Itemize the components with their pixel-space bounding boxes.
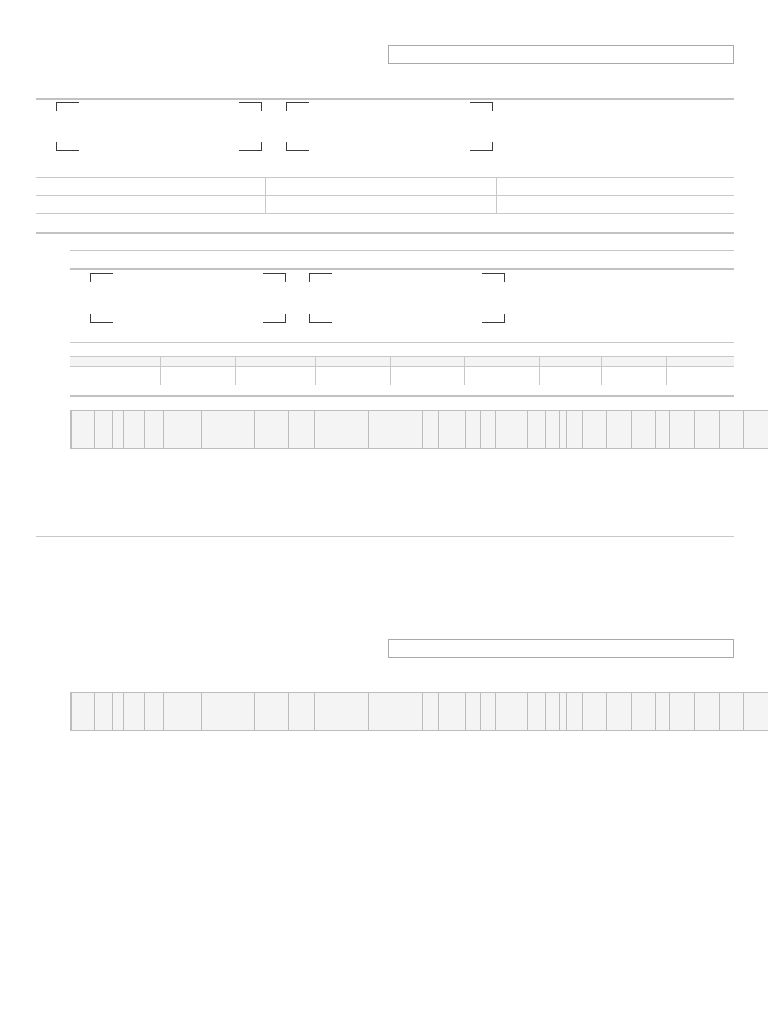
strip-cell [496, 693, 528, 731]
strip-cell [546, 411, 560, 449]
table-cell [390, 367, 464, 386]
strip-cell [466, 693, 481, 731]
corner-mark [482, 314, 505, 323]
strip-cell [720, 693, 744, 731]
table-cell [36, 178, 265, 196]
top-input-box[interactable] [388, 45, 734, 64]
table-row [36, 178, 734, 196]
strip-cell [466, 411, 481, 449]
corner-mark [263, 314, 286, 323]
strip-cell [95, 693, 113, 731]
strip-cell [632, 411, 656, 449]
table-cell [70, 367, 160, 386]
table-cell [601, 367, 666, 386]
strip-cell [656, 693, 670, 731]
table-header-row [70, 357, 734, 367]
strip-cell [560, 411, 567, 449]
corner-mark [56, 102, 79, 111]
strip-cell [695, 411, 720, 449]
corner-mark [309, 273, 332, 282]
strip-cell [255, 693, 289, 731]
strip-cell [439, 411, 466, 449]
section-end-divider [36, 536, 734, 537]
column-header [315, 357, 390, 367]
strip-cell [546, 693, 560, 731]
strip-cell [439, 693, 466, 731]
strip-cell [289, 693, 315, 731]
bracket-field-right[interactable] [309, 273, 505, 323]
strip-cell [145, 411, 164, 449]
column-header [539, 357, 601, 367]
column-header [601, 357, 666, 367]
strip-cell [567, 411, 583, 449]
corner-mark [309, 314, 332, 323]
table-cell [160, 367, 235, 386]
strip-cell [71, 411, 95, 449]
table-cell [36, 196, 265, 214]
strip-cell [164, 693, 202, 731]
strip-cell [567, 693, 583, 731]
table-cell [666, 367, 734, 386]
table-cell [496, 196, 734, 214]
strip-cell [202, 411, 255, 449]
corner-mark [56, 142, 79, 151]
strip-cell [528, 693, 546, 731]
strip-cell [670, 693, 695, 731]
strip-cell [632, 693, 656, 731]
columns-table [70, 356, 734, 385]
table-cell [315, 367, 390, 386]
table-cell [496, 178, 734, 196]
corner-mark [482, 273, 505, 282]
table-cell [265, 196, 496, 214]
strip-cell [113, 411, 124, 449]
corner-mark [90, 273, 113, 282]
strip-cell [744, 693, 768, 731]
sub-divider [70, 250, 734, 251]
corner-mark [286, 102, 309, 111]
strip-cell [145, 693, 164, 731]
strip-cell [315, 411, 369, 449]
table-row [71, 411, 768, 449]
corner-mark [239, 142, 262, 151]
sub-divider [70, 342, 734, 343]
sub-section-divider [70, 268, 734, 270]
column-header [160, 357, 235, 367]
column-header [464, 357, 539, 367]
section-divider [36, 98, 734, 100]
strip-cell [95, 411, 113, 449]
corner-mark [286, 142, 309, 151]
column-header [390, 357, 464, 367]
strip-cell [607, 411, 632, 449]
corner-mark [239, 102, 262, 111]
cell-strip [70, 692, 768, 731]
table-cell [539, 367, 601, 386]
table-row [71, 693, 768, 731]
corner-mark [90, 314, 113, 323]
strip-cell [720, 411, 744, 449]
section-divider [36, 232, 734, 234]
table-row [70, 367, 734, 386]
bracket-field-left[interactable] [56, 102, 262, 151]
strip-cell [583, 411, 607, 449]
strip-cell [255, 411, 289, 449]
column-header [666, 357, 734, 367]
strip-cell [423, 693, 439, 731]
strip-cell [164, 411, 202, 449]
strip-cell [607, 693, 632, 731]
strip-cell [481, 411, 496, 449]
corner-mark [470, 102, 493, 111]
info-table [36, 177, 734, 214]
table-row [36, 196, 734, 214]
strip-cell [695, 693, 720, 731]
corner-mark [470, 142, 493, 151]
strip-cell [670, 411, 695, 449]
table-cell [265, 178, 496, 196]
strip-cell [369, 693, 423, 731]
table-cell [464, 367, 539, 386]
strip-cell [202, 693, 255, 731]
strip-cell [124, 411, 145, 449]
sub-section-divider [70, 395, 734, 397]
strip-cell [289, 411, 315, 449]
strip-cell [583, 693, 607, 731]
column-header [70, 357, 160, 367]
cell-strip [70, 410, 768, 449]
strip-cell [744, 411, 768, 449]
table-cell [235, 367, 315, 386]
strip-cell [560, 693, 567, 731]
bottom-input-box[interactable] [388, 639, 734, 658]
strip-cell [528, 411, 546, 449]
bracket-field-left[interactable] [90, 273, 286, 323]
bracket-field-right[interactable] [286, 102, 493, 151]
corner-mark [263, 273, 286, 282]
strip-cell [71, 693, 95, 731]
strip-cell [481, 693, 496, 731]
column-header [235, 357, 315, 367]
strip-cell [496, 411, 528, 449]
strip-cell [656, 411, 670, 449]
strip-cell [369, 411, 423, 449]
strip-cell [423, 411, 439, 449]
strip-cell [315, 693, 369, 731]
strip-cell [113, 693, 124, 731]
strip-cell [124, 693, 145, 731]
